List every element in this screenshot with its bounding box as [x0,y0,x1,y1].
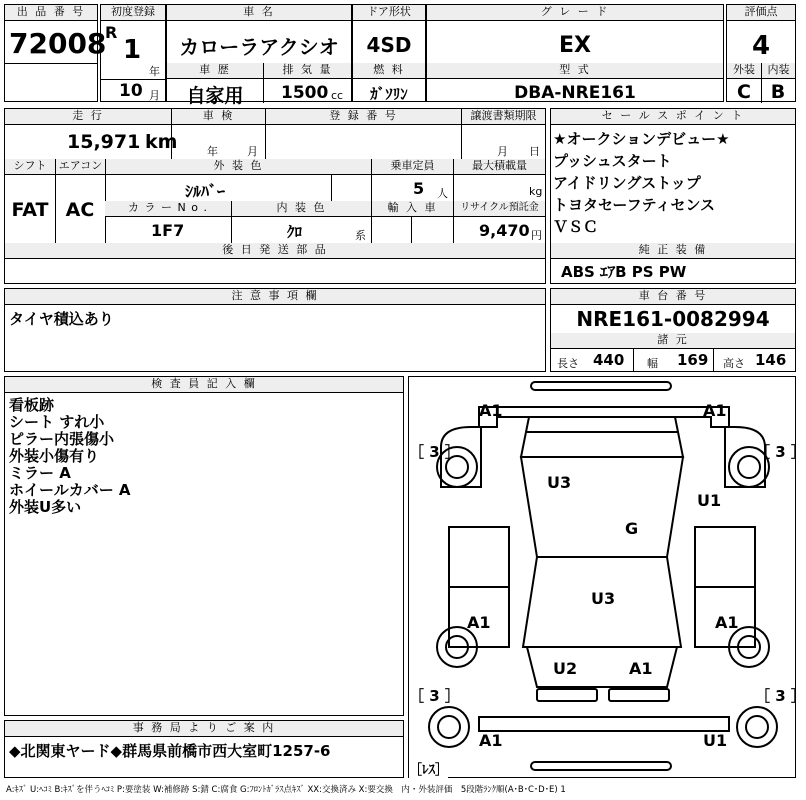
int-color-unit: 系 [355,229,366,242]
damage-mark: A1 [715,613,739,632]
inspector-box [4,376,404,716]
tire-mark: ［ 3 ］ [755,443,806,461]
damage-mark: A1 [629,659,653,678]
ext-color: ｼﾙﾊﾞｰ [185,182,226,201]
sales-point: トヨタセーフティセンス [553,196,716,214]
insp-month-unit: 月 [247,145,258,158]
usage: 自家用 [186,85,244,107]
ac: AC [65,199,95,221]
yen-unit: 円 [531,229,542,242]
damage-mark: A1 [479,731,503,750]
sales-label: セ ー ル ス ポ イ ン ト [551,109,795,125]
notes-label: 注 意 事 項 欄 [5,289,545,305]
equipment: ABS ｴｱB PS PW [561,263,687,281]
grade-label: グ レ ー ド [427,5,723,21]
tire-mark: ［ 3 ］ [409,687,460,705]
shift-label: シフト [5,159,55,175]
inspector-line: シート すれ小 [9,413,105,431]
inspector-line: 外装U多い [9,498,82,516]
usage-label: 車 歴 [167,63,263,79]
sales-point: プッシュスタート [553,152,672,170]
lot-box [4,4,107,102]
recycle-label: リサイクル預託金 [453,201,545,217]
int-color: ｸﾛ [287,223,303,241]
ext-grade: C [737,81,751,103]
model-label: 型 式 [427,63,723,79]
person-unit: 人 [437,187,448,200]
fuel-label: 燃 料 [353,63,425,79]
inspector-label: 検 査 員 記 入 欄 [5,377,403,393]
width-label: 幅 [647,357,658,370]
displacement-label: 排 気 量 [263,63,351,79]
door-label: ドア形状 [353,5,425,21]
transfer-label: 譲渡書類期限 [461,109,545,125]
model: DBA-NRE161 [514,83,636,103]
mileage: 15,971 [67,131,141,153]
fuel: ｶﾞｿﾘﾝ [370,85,408,103]
height-label: 高さ [723,357,745,370]
first-reg-label: 初度登録 [101,5,165,21]
color-no: 1F7 [151,221,185,240]
score-box [726,4,796,102]
capacity: 5 [413,179,425,198]
damage-mark: U1 [703,731,728,750]
tire-mark: ［ 3 ］ [755,687,806,705]
kg-unit: kg [529,185,543,198]
damage-mark: G [625,519,639,538]
insp-year-unit: 年 [207,145,218,158]
spare-tire-mark: ［ﾚｽ］ [409,759,448,778]
sales-point: ＶＳＣ [553,218,599,236]
equip-label: 純 正 装 備 [551,243,795,259]
grade-box [426,4,724,102]
cc-unit: cc [331,89,344,102]
transfer-month-unit: 月 [497,145,508,158]
chassis-number: NRE161-0082994 [576,307,770,331]
sales-box [550,108,796,284]
car-outline [409,377,795,777]
inspector-line: ホイールカバー A [9,481,131,499]
damage-mark: A1 [467,613,491,632]
km-unit: km [145,131,178,153]
damage-mark: A1 [479,401,503,420]
era: R [105,23,118,42]
notes-box [4,288,546,372]
lot-label: 出 品 番 号 [5,5,97,21]
damage-mark: U3 [547,473,572,492]
width: 169 [677,351,709,369]
lot-number: 72008 [9,27,107,60]
int-grade: B [770,81,786,103]
year-unit: 年 [149,65,160,78]
int-label: 内装 [761,63,795,79]
first-reg-box [100,4,166,102]
notes-text: タイヤ積込あり [9,310,114,328]
details-box [4,108,546,284]
inspector-line: 外装小傷有り [9,447,100,465]
reg-no-label: 登 録 番 号 [265,109,461,125]
color-no-label: カ ラ ー N o . [105,201,231,217]
month-unit: 月 [149,89,160,102]
car-name-label: 車 名 [167,5,351,21]
damage-mark: U1 [697,491,722,510]
inspector-line: 看板跡 [9,396,55,414]
shift: FAT [11,199,49,221]
int-color-label: 内 装 色 [231,201,371,217]
door-box [352,4,426,102]
ext-label: 外装 [727,63,761,79]
car-name: カローラアクシオ [179,35,339,59]
inspector-line: ミラー A [9,464,71,482]
recycle: 9,470 [479,221,530,240]
sales-point: アイドリングストップ [553,174,701,192]
import-label: 輸 入 車 [371,201,453,217]
inspection-label: 車 検 [171,109,265,125]
max-load-label: 最大積載量 [453,159,545,175]
spec-label: 諸 元 [551,333,795,349]
first-reg-year: 1 [123,35,142,65]
tire-mark: ［ 3 ］ [409,443,460,461]
transfer-day-unit: 日 [529,145,540,158]
length-label: 長さ [557,357,579,370]
first-reg-month: 10 [119,81,143,101]
ac-label: エアコン [55,159,105,175]
legend: A:ｷｽﾞ U:ﾍｺﾐ B:ｷｽﾞを伴うﾍｺﾐ P:要塗装 W:補修跡 S:錆 C:腐食 G:ﾌﾛﾝﾄｶﾞﾗｽ点ｷｽﾞ XX:交換済み X:要交換 内・外装評価 5段階ﾗﾝｸ順(A･B･C･D･E) 1 [6,785,566,795]
score-label: 評価点 [727,5,795,21]
ext-color-label: 外 装 色 [105,159,371,175]
mileage-label: 走 行 [5,109,171,125]
capacity-label: 乗車定員 [371,159,453,175]
office-box [4,720,404,778]
later-parts-label: 後 日 発 送 部 品 [5,243,545,259]
sales-point: ★オークションデビュー★ [553,130,730,148]
damage-mark: U2 [553,659,578,678]
car-diagram [408,376,806,778]
damage-mark: U3 [591,589,616,608]
score: 4 [751,31,771,61]
inspector-line: ピラー内張傷小 [9,430,115,448]
damage-mark: A1 [703,401,727,420]
grade: EX [559,33,591,58]
office-text: ◆北関東ヤード◆群馬県前橋市西大室町1257-6 [9,742,331,760]
door: 4SD [366,33,412,57]
length: 440 [593,351,625,369]
carname-box [166,4,352,107]
chassis-box [550,288,796,372]
office-label: 事 務 局 よ り ご 案 内 [5,721,403,737]
chassis-label: 車 台 番 号 [551,289,795,305]
height: 146 [755,351,787,369]
displacement: 1500 [281,83,329,103]
